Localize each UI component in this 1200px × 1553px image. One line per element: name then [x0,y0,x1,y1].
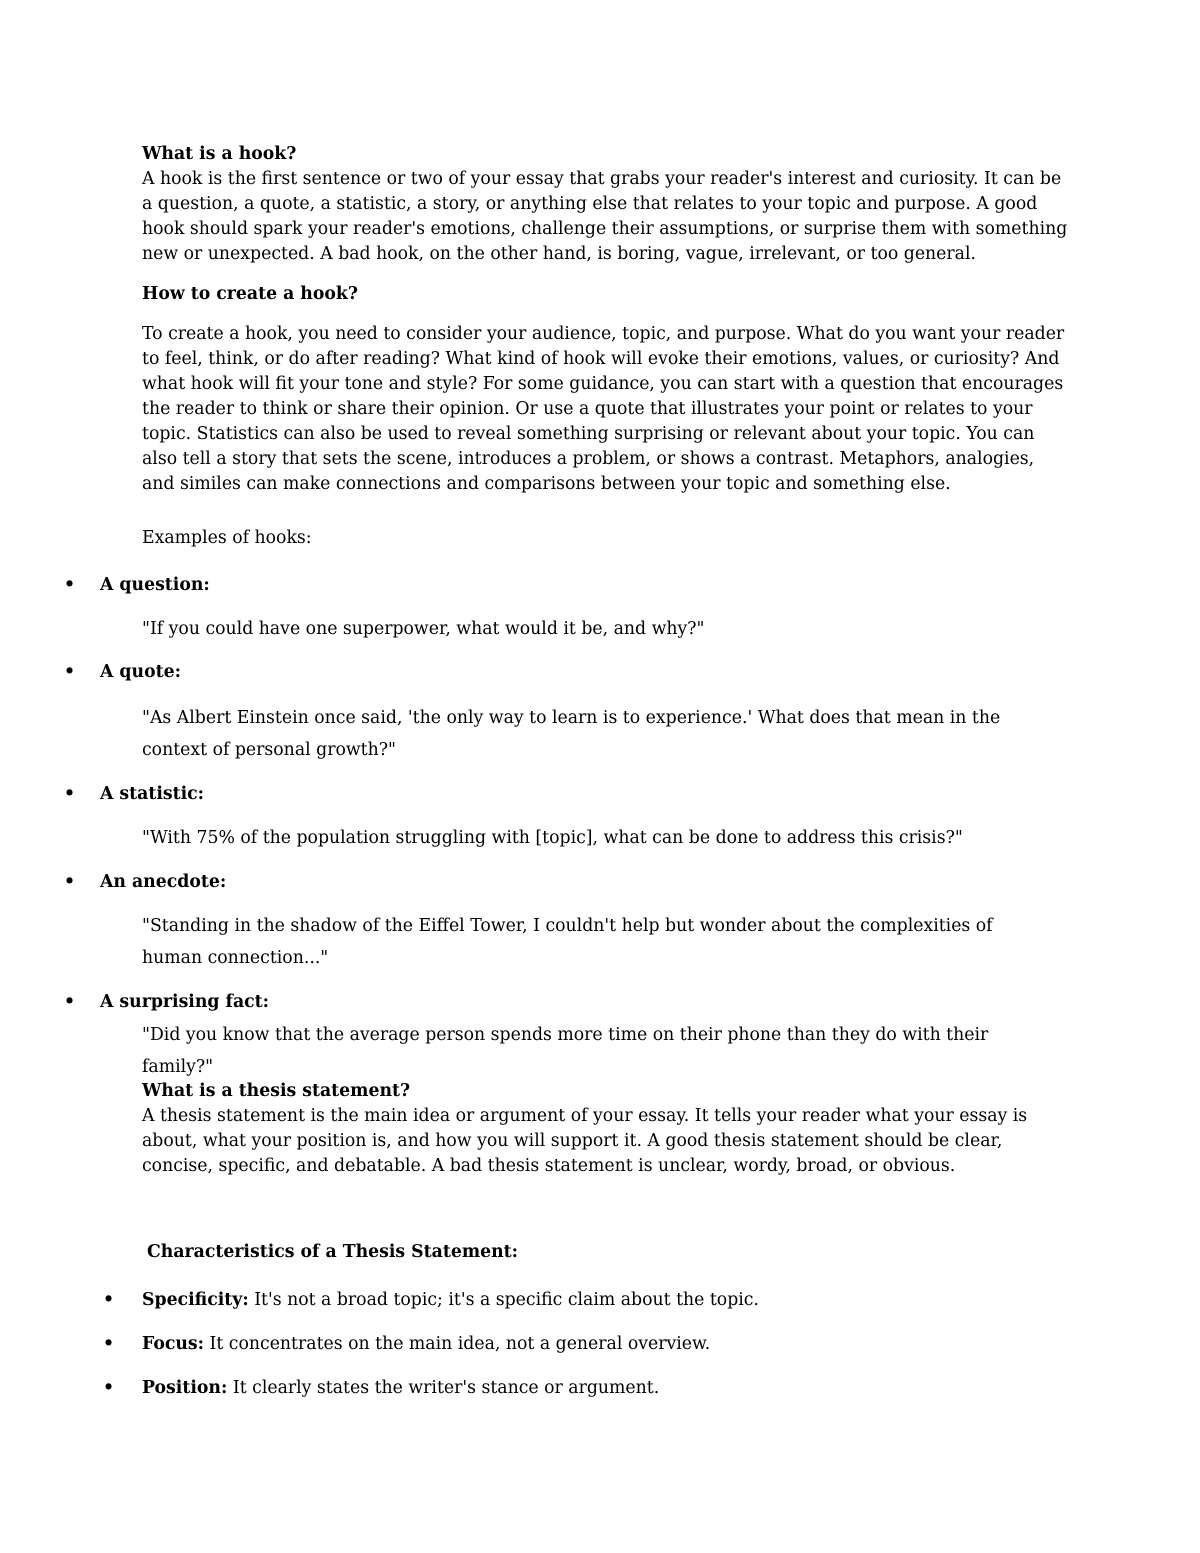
example-label: A question: [100,575,210,595]
characteristic-term: Position: [142,1378,228,1398]
bullet-icon: • [64,872,76,892]
bullet-icon: • [64,784,76,804]
bullet-icon: • [64,992,76,1012]
create-hook-body: To create a hook, you need to consider your audience, topic, and purpose. What do you want your reader to feel, think, or do after reading? What kind of hook will evoke their emotions, values, or curiosity? And what hook will fit your tone and style? For some guidance, you can start with a question that encourages the reader to think or share their opinion. Or use a quote that illustrates your point or relates to your topic. Statistics can also be used to reveal something surprising or relevant about your topic. You can also tell a story that sets the scene, introduces a problem, or shows a contrast. Metaphors, analogies, and similes can make connections and comparisons between your topic and something else. [142,324,1065,494]
example-label: A statistic: [100,784,205,804]
example-label: A quote: [100,662,181,682]
example-quote-text: "As Albert Einstein once said, 'the only way to learn is to experience.' What does that mean in the context of personal growth?" [142,708,1001,760]
examples-intro: Examples of hooks: [142,528,312,548]
characteristic-focus [103,1332,710,1357]
example-statistic-item [64,782,204,807]
example-fact-text: "Did you know that the average person spends more time on their phone than they do with their family?" [142,1025,989,1077]
create-hook-heading: How to create a hook? [142,284,359,304]
characteristic-term: Focus: [142,1334,205,1354]
characteristic-position [103,1376,659,1401]
characteristic-text: It's not a broad topic; it's a specific claim about the topic. [254,1290,759,1310]
example-label: An anecdote: [100,872,227,892]
characteristic-text: It concentrates on the main idea, not a general overview. [209,1334,711,1354]
example-fact-item [64,990,269,1015]
bullet-icon: • [103,1334,115,1354]
thesis-definition: A thesis statement is the main idea or argument of your essay. It tells your reader what your essay is about, what your position is, and how you will support it. A good thesis statement should be clear, concise, specific, and debatable. A bad thesis statement is unclear, wordy, broad, or obvious. [142,1106,1028,1176]
characteristic-text: It clearly states the writer's stance or argument. [232,1378,660,1398]
example-quote-item [64,660,181,685]
bullet-icon: • [103,1290,115,1310]
characteristic-term: Specificity: [142,1290,249,1310]
example-anecdote-text: "Standing in the shadow of the Eiffel Tower, I couldn't help but wonder about the complexities of human connection..." [142,916,993,968]
thesis-heading: What is a thesis statement? [142,1081,411,1101]
example-question-text: "If you could have one superpower, what would it be, and why?" [142,619,705,639]
hook-heading: What is a hook? [142,144,297,164]
example-statistic-text: "With 75% of the population struggling with [topic], what can be done to address this crisis?" [142,828,963,848]
bullet-icon: • [64,662,76,682]
example-question-item [64,573,210,598]
bullet-icon: • [103,1378,115,1398]
bullet-icon: • [64,575,76,595]
example-anecdote-item [64,870,226,895]
characteristic-specificity [103,1288,759,1313]
hook-definition: A hook is the first sentence or two of your essay that grabs your reader's interest and curiosity. It can be a question, a quote, a statistic, a story, or anything else that relates to your topic and purpose. A good hook should spark your reader's emotions, challenge their assumptions, or surprise them with something new or unexpected. A bad hook, on the other hand, is boring, vague, irrelevant, or too general. [142,169,1068,264]
example-label: A surprising fact: [100,992,270,1012]
characteristics-heading: Characteristics of a Thesis Statement: [147,1242,519,1262]
